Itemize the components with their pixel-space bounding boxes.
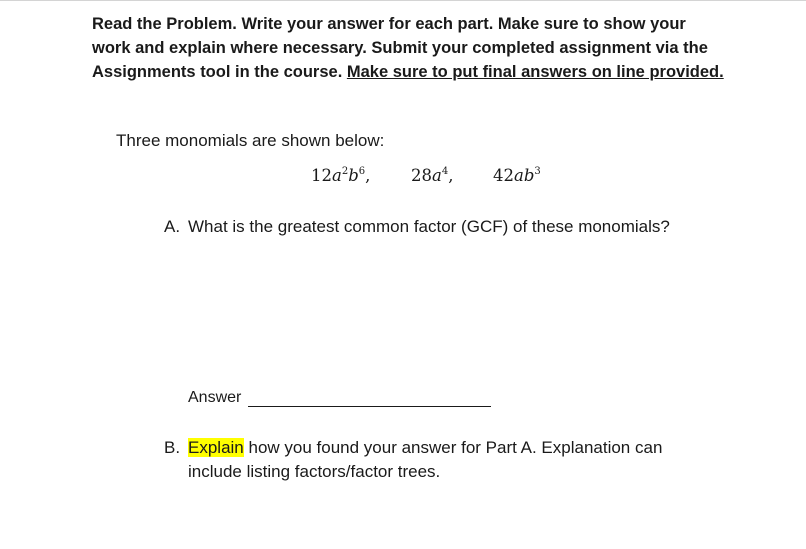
instructions-line-3	[92, 60, 732, 84]
instructions-line-1: Read the Problem. Write your answer for each part. Make sure to show your	[92, 15, 686, 33]
top-border	[0, 0, 806, 1]
answer-label: Answer	[188, 389, 242, 406]
question-b-text-rest: how you found your answer for Part A. Explanation can	[243, 438, 663, 457]
question-b	[164, 436, 724, 484]
final-answer-note: Make sure to put final answers on line provided.	[346, 63, 724, 81]
monomial-3: $42ab^3$	[493, 166, 541, 185]
instructions-line-3-text: Assignments tool in the course.	[92, 63, 347, 81]
question-a-text: What is the greatest common factor (GCF) of these monomials?	[188, 217, 670, 236]
question-a	[164, 215, 724, 239]
question-a-letter: A.	[164, 217, 181, 236]
instructions-line-2: work and explain where necessary. Submit your completed assignment via the	[92, 39, 708, 57]
question-b-line-2: include listing factors/factor trees.	[188, 462, 441, 481]
intro-text: Three monomials are shown below:	[116, 131, 385, 150]
explain-highlight: Explain	[188, 438, 244, 457]
question-b-text	[188, 436, 662, 484]
instructions-paragraph	[92, 12, 732, 84]
monomial-1: $12a^2b^6$,	[311, 166, 371, 185]
question-b-letter: B.	[164, 438, 181, 457]
monomials-row	[0, 166, 806, 192]
monomial-2: $28a^4$,	[411, 166, 454, 185]
answer-line[interactable]	[248, 406, 491, 407]
